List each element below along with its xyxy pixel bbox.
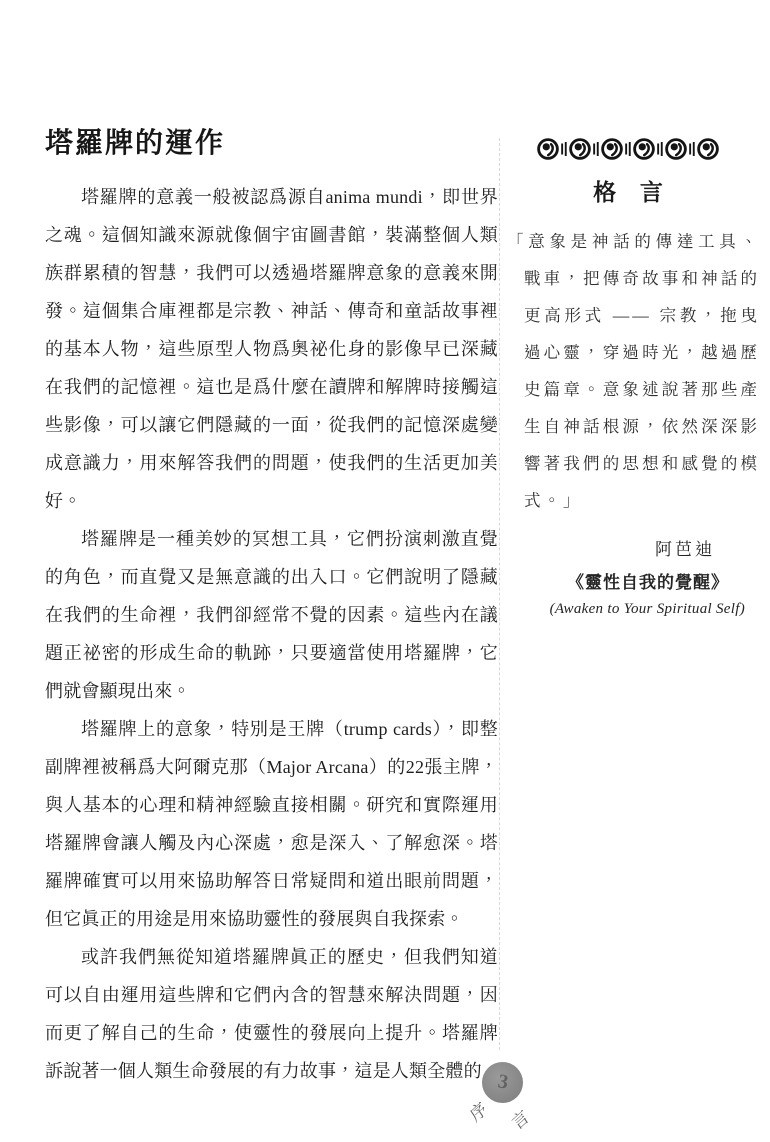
section-label-char: 言: [508, 1106, 533, 1134]
ornament-border-icon: [507, 134, 749, 164]
ornament-bar-icon: [688, 137, 696, 161]
swirl-circle-icon: [632, 137, 656, 161]
paragraph-1: 塔羅牌的意義一般被認爲源自anima mundi，即世界之魂。這個知識來源就像個宇宙圖書館，裝滿整個人類族群累積的智慧，我們可以透過塔羅牌意象的意義來開發。這個集合庫裡都是宗教、神話、傳奇和童話故事裡的基本人物，這些原型人物爲奧祕化身的影像早已深藏在我們的記憶裡。這也是爲什麼在讀牌和解牌時接觸這些影像，可以讓它們隱藏的一面，從我們的記憶深處變成意識力，用來解答我們的問題，使我們的生活更加美好。: [45, 187, 498, 511]
ornament-bar-icon: [592, 137, 600, 161]
swirl-circle-icon: [696, 137, 720, 161]
page-title: 塔羅牌的運作: [45, 128, 226, 159]
swirl-circle-icon: [568, 137, 592, 161]
page-number: 3: [495, 1070, 510, 1094]
paragraph-3: 塔羅牌上的意象，特別是王牌（trump cards），即整副牌裡被稱爲大阿爾克那（Major Arcana）的22張主牌，與人基本的心理和精神經驗直接相關。研究和實際運用塔羅牌會讓人觸及內心深處，愈是深入、了解愈深。塔羅牌確實可以用來協助解答日常疑問和道出眼前問題，但它眞正的用途是用來協助靈性的發展與自我探索。: [45, 719, 498, 929]
page-number-badge: [482, 1062, 523, 1103]
ornament-bar-icon: [560, 137, 568, 161]
ornament-bar-icon: [624, 137, 632, 161]
section-label-char: 序: [466, 1098, 491, 1126]
motto-title: 格 言: [593, 180, 672, 205]
motto-sidebar: [507, 134, 760, 618]
paragraph-4: 或許我們無從知道塔羅牌眞正的歷史，但我們知道可以自由運用這些牌和它們內含的智慧來解決問題，因而更了解自己的生命，使靈性的發展向上提升。塔羅牌訴說著一個人類生命發展的有力故事，這是人類全體的: [45, 947, 498, 1081]
swirl-circle-icon: [536, 137, 560, 161]
quote-book-title-zh: 《靈性自我的覺醒》: [567, 573, 729, 592]
swirl-circle-icon: [664, 137, 688, 161]
ornament-bar-icon: [656, 137, 664, 161]
paragraph-2: 塔羅牌是一種美妙的冥想工具，它們扮演刺激直覺的角色，而直覺又是無意識的出入口。它們說明了隱藏在我們的生命裡，我們卻經常不覺的因素。這些內在議題正祕密的形成生命的軌跡，只要適當使用塔羅牌，它們就會顯現出來。: [45, 529, 498, 701]
motto-quote: 「意象是神話的傳達工具、戰車，把傳奇故事和神話的更高形式 —— 宗教，拖曳過心靈，穿過時光，越過歷史篇章。意象述說著那些產生自神話根源，依然深深影響著我們的思想和感覺的模式。」: [507, 232, 760, 510]
main-column: [45, 124, 498, 1090]
column-divider: [499, 138, 500, 1050]
quote-book-title-en: (Awaken to Your Spiritual Self): [549, 601, 745, 617]
quote-author: 阿芭迪: [655, 540, 715, 559]
swirl-circle-icon: [600, 137, 624, 161]
